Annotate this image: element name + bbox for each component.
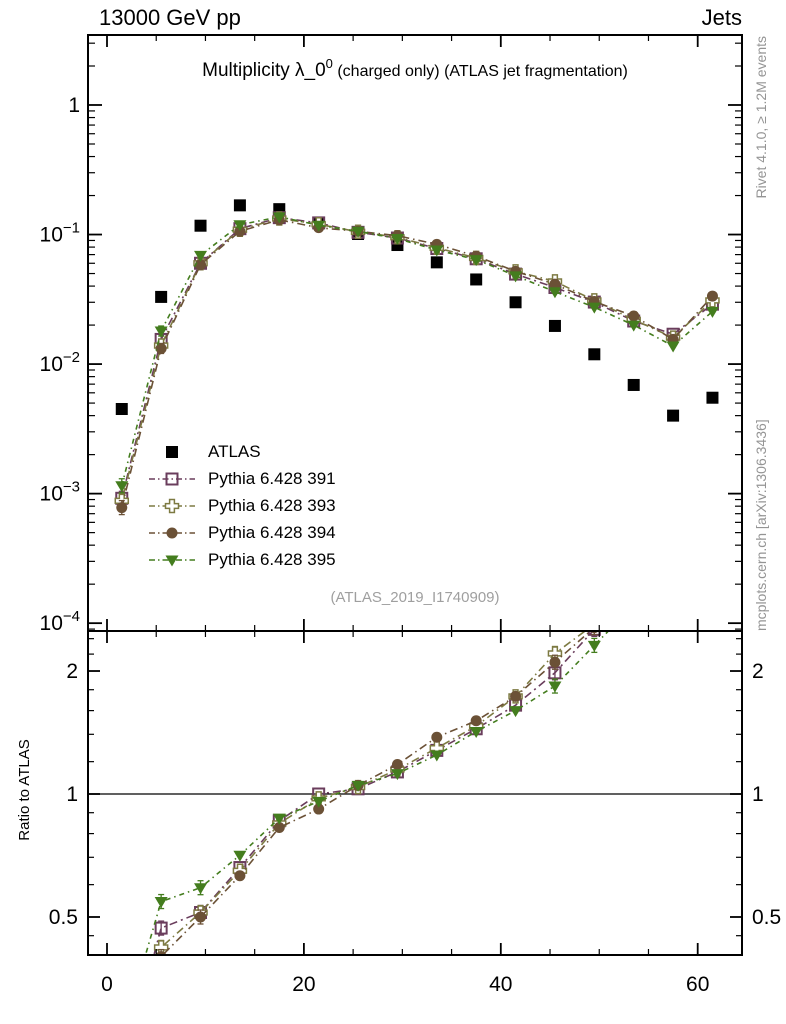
legend-item-pythia-395	[148, 546, 336, 573]
pythia-395-marker-icon	[148, 552, 196, 568]
legend-label: Pythia 6.428 394	[208, 522, 336, 542]
svg-text:10−3: $10^{-3}$	[39, 478, 80, 506]
svg-text:10−1: $10^{-1}$	[39, 219, 80, 247]
plot-title	[88, 56, 742, 82]
svg-text:2: 2	[752, 660, 764, 684]
pythia-394-marker-icon	[148, 525, 196, 541]
legend-item-pythia-394	[148, 519, 336, 546]
ratio-axis-title: Ratio to ATLAS	[16, 739, 33, 841]
atlas-marker-icon	[148, 444, 196, 460]
beam-energy-label: 13000 GeV pp	[99, 5, 241, 30]
svg-text:40: 40	[489, 973, 513, 996]
legend-item-atlas	[148, 438, 336, 465]
svg-text:0.5: 0.5	[48, 905, 78, 929]
svg-text:0.5: 0.5	[752, 905, 782, 929]
analysis-id-watermark: (ATLAS_2019_I1740909)	[330, 589, 500, 606]
svg-text:0: 0	[101, 973, 113, 996]
plot-title-superscript: 0	[325, 56, 333, 71]
legend-label: Pythia 6.428 393	[208, 495, 336, 515]
svg-text:20: 20	[292, 973, 316, 996]
svg-text:1: 1	[752, 783, 764, 807]
analysis-type-label: Jets	[701, 5, 742, 30]
rivet-version-note: Rivet 4.1.0, ≥ 1.2M events	[753, 36, 769, 199]
svg-text:60: 60	[686, 973, 710, 996]
legend	[148, 438, 336, 573]
legend-label: ATLAS	[208, 441, 261, 461]
svg-text:2: 2	[66, 660, 78, 684]
mcplots-attribution-note: mcplots.cern.ch [arXiv:1306.3436]	[753, 419, 769, 631]
legend-item-pythia-393	[148, 492, 336, 519]
legend-item-pythia-391	[148, 465, 336, 492]
svg-text:1: 1	[68, 93, 80, 117]
plot-title-detail: (charged only) (ATLAS jet fragmentation)	[332, 63, 628, 80]
legend-label: Pythia 6.428 391	[208, 468, 336, 488]
legend-label: Pythia 6.428 395	[208, 549, 336, 569]
svg-text:10−4: $10^{-4}$	[39, 608, 80, 636]
svg-text:10−2: $10^{-2}$	[39, 349, 80, 377]
pythia-393-marker-icon	[148, 498, 196, 514]
pythia-391-marker-icon	[148, 471, 196, 487]
svg-text:1: 1	[66, 783, 78, 807]
plot-title-main: Multiplicity λ_0	[202, 60, 326, 81]
